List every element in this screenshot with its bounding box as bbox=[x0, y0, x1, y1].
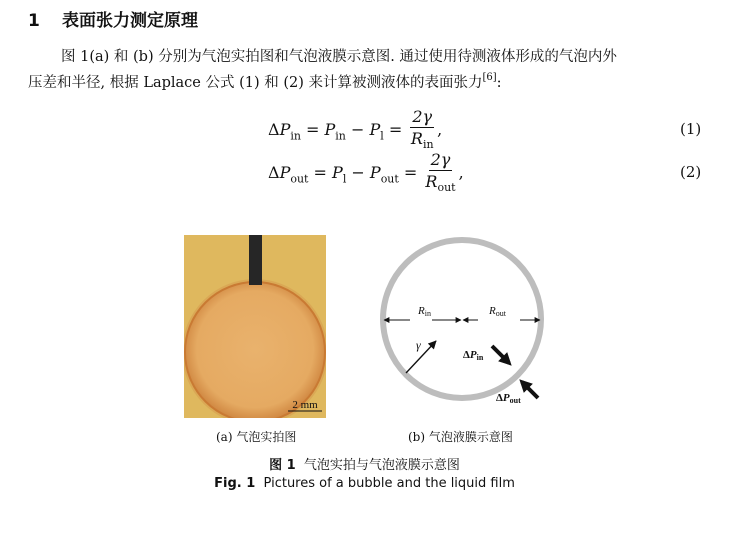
eq2-numerator: 2γ bbox=[430, 150, 451, 169]
eq1-numerator: 2γ bbox=[412, 107, 433, 126]
eq2-term-b-var: P bbox=[369, 163, 381, 183]
figure-caption-cn bbox=[0, 454, 729, 473]
equation-1-number: (1) bbox=[680, 120, 702, 138]
equation-2-number: (2) bbox=[680, 163, 702, 181]
bubble-photo-image bbox=[184, 235, 326, 418]
paragraph-line-1: 图 1(a) 和 (b) 分别为气泡实拍图和气泡液膜示意图. 通过使用待测液体形成的气泡内外 bbox=[61, 49, 617, 65]
eq1-den-var: R bbox=[410, 129, 423, 148]
eq1-term-b-var: P bbox=[369, 120, 381, 140]
label-gamma: γ bbox=[416, 338, 421, 352]
figure-caption-en bbox=[0, 476, 729, 491]
figure-caption-en-text: Pictures of a bubble and the liquid film bbox=[263, 476, 515, 491]
liquid-film-diagram-image bbox=[372, 233, 556, 415]
figure-caption-cn-text: 气泡实拍与气泡液膜示意图 bbox=[303, 458, 460, 473]
equation-2 bbox=[268, 151, 464, 196]
figure-caption-en-label: Fig. 1 bbox=[214, 476, 256, 491]
label-r-in: Rin bbox=[418, 305, 431, 318]
eq2-term-b-sub: out bbox=[380, 172, 399, 186]
eq2-equals-1: = bbox=[308, 163, 333, 183]
eq1-equals-1: = bbox=[300, 120, 325, 140]
eq1-fraction bbox=[410, 108, 434, 153]
eq1-term-a-sub: in bbox=[335, 129, 346, 143]
paragraph-line-2-end: : bbox=[496, 75, 502, 91]
dp-in-arrow bbox=[492, 346, 509, 363]
eq2-term-a-var: P bbox=[332, 163, 343, 183]
equation-1 bbox=[268, 108, 442, 153]
caption-a: (a) 气泡实拍图 bbox=[216, 430, 297, 444]
needle bbox=[249, 235, 262, 285]
eq1-comma: , bbox=[437, 120, 443, 140]
label-r-out: Rout bbox=[489, 305, 506, 318]
eq2-denominator bbox=[425, 171, 455, 196]
eq2-lhs-sub: out bbox=[290, 172, 309, 186]
eq2-den-sub: out bbox=[437, 181, 456, 195]
gamma-arrow bbox=[406, 341, 436, 373]
eq2-den-var: R bbox=[425, 172, 438, 191]
eq1-delta: Δ bbox=[268, 120, 280, 140]
eq1-term-b-sub: l bbox=[380, 129, 384, 143]
bubble-photo bbox=[184, 235, 326, 418]
eq2-comma: , bbox=[458, 163, 464, 183]
eq1-minus: − bbox=[345, 120, 370, 140]
figure-caption-cn-label: 图 1 bbox=[269, 458, 296, 473]
eq2-fraction bbox=[425, 151, 455, 196]
section-heading bbox=[28, 6, 198, 31]
eq2-term-a-sub: l bbox=[342, 172, 347, 186]
paragraph-line-2 bbox=[28, 70, 708, 96]
caption-b: (b) 气泡液膜示意图 bbox=[408, 430, 513, 444]
eq2-minus: − bbox=[346, 163, 370, 183]
eq2-equals-2: = bbox=[398, 163, 423, 183]
dp-out-arrow bbox=[522, 382, 538, 398]
eq2-delta: Δ bbox=[268, 163, 280, 183]
eq1-equals-2: = bbox=[383, 120, 408, 140]
label-dp-out: ΔPout bbox=[496, 392, 521, 405]
film-ring bbox=[383, 240, 541, 398]
eq1-lhs-sub: in bbox=[290, 129, 301, 143]
bubble-body bbox=[185, 282, 325, 418]
paragraph-line-2-text: 压差和半径, 根据 Laplace 公式 (1) 和 (2) 来计算被测液体的表面张力 bbox=[28, 75, 483, 91]
eq1-term-a-var: P bbox=[324, 120, 336, 140]
eq1-den-sub: in bbox=[422, 138, 434, 152]
label-dp-in: ΔPin bbox=[463, 349, 484, 362]
citation: [6] bbox=[482, 72, 497, 83]
body-paragraph bbox=[28, 44, 708, 96]
eq1-lhs-var: P bbox=[279, 120, 291, 140]
liquid-film-diagram bbox=[372, 233, 556, 419]
section-title: 表面张力测定原理 bbox=[62, 11, 198, 31]
scale-bar-label: 2 mm bbox=[292, 399, 318, 411]
eq2-lhs-var: P bbox=[279, 163, 291, 183]
section-number: 1 bbox=[28, 11, 40, 31]
